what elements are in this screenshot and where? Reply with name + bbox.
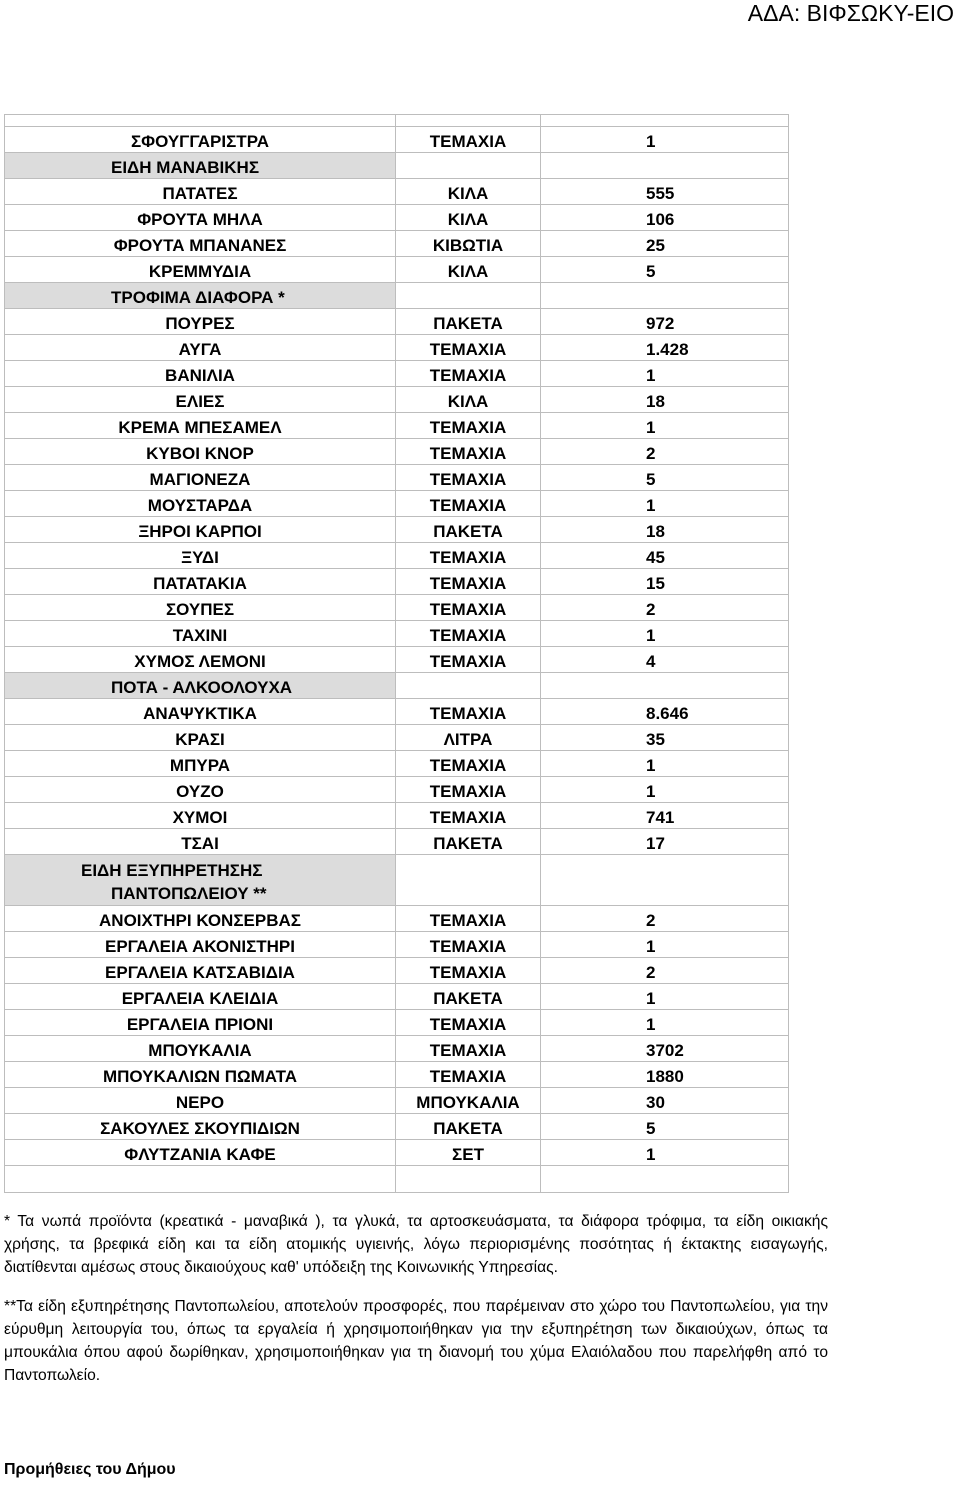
item-name: ΜΠΟΥΚΑΛΙΩΝ ΠΩΜΑΤΑ [5,1062,396,1088]
item-unit: ΤΕΜΑΧΙΑ [396,803,541,829]
table-row [5,491,789,517]
item-name: ΜΠΥΡΑ [5,751,396,777]
item-name: ΒΑΝΙΛΙΑ [5,361,396,387]
empty-cell [396,855,541,906]
table-row [5,465,789,491]
table-row [5,387,789,413]
item-unit: ΤΕΜΑΧΙΑ [396,621,541,647]
item-unit: ΤΕΜΑΧΙΑ [396,699,541,725]
notes-section [4,1210,828,1387]
item-quantity: 106 [541,205,789,231]
table-row [5,725,789,751]
item-quantity: 1 [541,413,789,439]
item-unit: ΛΙΤΡΑ [396,725,541,751]
item-name: ΠΑΤΑΤΕΣ [5,179,396,205]
table-row [5,595,789,621]
item-name: ΦΡΟΥΤΑ ΜΠΑΝΑΝΕΣ [5,231,396,257]
items-table-body [5,115,789,1193]
table-row [5,621,789,647]
item-unit: ΤΕΜΑΧΙΑ [396,361,541,387]
item-quantity: 1880 [541,1062,789,1088]
item-name: ΤΣΑΙ [5,829,396,855]
item-unit: ΤΕΜΑΧΙΑ [396,335,541,361]
item-unit: ΠΑΚΕΤΑ [396,517,541,543]
item-quantity: 5 [541,465,789,491]
item-name: ΧΥΜΟΣ ΛΕΜΟΝΙ [5,647,396,673]
item-quantity: 2 [541,595,789,621]
table-row [5,257,789,283]
category-row [5,855,789,906]
table-top-row [5,115,789,127]
table-row [5,335,789,361]
item-quantity: 2 [541,439,789,465]
items-table-wrap [4,114,789,1193]
empty-cell [396,283,541,309]
table-row [5,205,789,231]
item-unit: ΚΙΛΑ [396,179,541,205]
item-name: ΑΝΟΙΧΤΗΡΙ ΚΟΝΣΕΡΒΑΣ [5,906,396,932]
item-unit: ΤΕΜΑΧΙΑ [396,958,541,984]
table-row [5,699,789,725]
item-name: ΜΟΥΣΤΑΡΔΑ [5,491,396,517]
empty-cell [396,153,541,179]
item-unit: ΤΕΜΑΧΙΑ [396,569,541,595]
item-name: ΦΡΟΥΤΑ ΜΗΛΑ [5,205,396,231]
item-name: ΞΥΔΙ [5,543,396,569]
items-table [4,114,789,1193]
item-unit: ΤΕΜΑΧΙΑ [396,439,541,465]
item-quantity: 5 [541,1114,789,1140]
item-name: ΑΝΑΨΥΚΤΙΚΑ [5,699,396,725]
note-fresh-products: * Τα νωπά προϊόντα (κρεατικά - μαναβικά ), τα γλυκά, τα αρτοσκευάσματα, τα διάφορα τρόφιμα, τα είδη οικιακής χρήσης, τα βρεφικά είδη και τα είδη ατομικής υγιεινής, λόγω περιορισμένης ποσότητας ή έκτακτης εισαγωγής, διατίθενται αμέσως στους δικαιούχους καθ' υπόδειξη της Κοινωνικής Υπηρεσίας. [4,1213,828,1276]
item-unit: ΤΕΜΑΧΙΑ [396,751,541,777]
category-name: ΠΟΤΑ - ΑΛΚΟΟΛΟΥΧΑ [5,673,396,699]
item-unit: ΠΑΚΕΤΑ [396,1114,541,1140]
item-unit: ΤΕΜΑΧΙΑ [396,906,541,932]
item-quantity: 3702 [541,1036,789,1062]
empty-cell [5,1166,396,1193]
item-unit: ΠΑΚΕΤΑ [396,984,541,1010]
table-row [5,543,789,569]
table-row [5,803,789,829]
table-row [5,1140,789,1166]
item-unit: ΤΕΜΑΧΙΑ [396,777,541,803]
table-row [5,751,789,777]
item-name: ΕΡΓΑΛΕΙΑ ΚΑΤΣΑΒΙΔΙΑ [5,958,396,984]
table-row [5,231,789,257]
item-quantity: 5 [541,257,789,283]
table-row [5,829,789,855]
item-quantity: 1 [541,361,789,387]
item-quantity: 1.428 [541,335,789,361]
item-name: ΦΛΥΤΖΑΝΙΑ ΚΑΦΕ [5,1140,396,1166]
item-unit: ΤΕΜΑΧΙΑ [396,491,541,517]
item-quantity: 30 [541,1088,789,1114]
item-unit: ΤΕΜΑΧΙΑ [396,595,541,621]
empty-cell [541,673,789,699]
table-row [5,777,789,803]
table-row [5,127,789,153]
item-quantity: 17 [541,829,789,855]
item-quantity: 1 [541,1010,789,1036]
item-unit: ΤΕΜΑΧΙΑ [396,1036,541,1062]
item-quantity: 972 [541,309,789,335]
item-unit: ΜΠΟΥΚΑΛΙΑ [396,1088,541,1114]
ada-header: ΑΔΑ: ΒΙΦΣΩΚΥ-ΕΙΟ [747,0,954,26]
item-unit: ΠΑΚΕΤΑ [396,829,541,855]
item-quantity: 2 [541,906,789,932]
item-unit: ΚΙΛΑ [396,205,541,231]
item-name: ΚΡΑΣΙ [5,725,396,751]
category-name: ΕΙΔΗ ΜΑΝΑΒΙΚΗΣ [5,153,396,179]
item-unit: ΚΙΒΩΤΙΑ [396,231,541,257]
table-row [5,413,789,439]
item-name: ΕΛΙΕΣ [5,387,396,413]
category-name-line1: ΕΙΔΗ ΕΞΥΠΗΡΕΤΗΣΗΣ [81,861,263,880]
item-name: ΕΡΓΑΛΕΙΑ ΠΡΙΟΝΙ [5,1010,396,1036]
item-name: ΜΠΟΥΚΑΛΙΑ [5,1036,396,1062]
table-row [5,1036,789,1062]
item-quantity: 1 [541,1140,789,1166]
category-name: ΤΡΟΦΙΜΑ ΔΙΑΦΟΡΑ * [5,283,396,309]
category-row [5,283,789,309]
item-name: ΣΟΥΠΕΣ [5,595,396,621]
item-quantity: 1 [541,491,789,517]
table-row [5,1114,789,1140]
item-name: ΟΥΖΟ [5,777,396,803]
table-row [5,932,789,958]
note-service-items: **Τα είδη εξυπηρέτησης Παντοπωλείου, αποτελούν προσφορές, που παρέμειναν στο χώρο του Παντοπωλείου, για την εύρυθμη λειτουργία του, όπως τα εργαλεία ή χρησιμοποιήθηκαν για την εξυπηρέτηση των δικαιούχων, όπως τα μπουκάλια όπου αφού δωρίθηκαν, χρησιμοποιήθηκαν για τη διανομή του χύμα Ελαιόλαδου που παρελήφθη από το Παντοπωλείο. [4,1298,828,1384]
item-unit: ΤΕΜΑΧΙΑ [396,932,541,958]
table-row [5,569,789,595]
item-unit: ΣΕΤ [396,1140,541,1166]
table-row [5,309,789,335]
item-name: ΚΡΕΜΜΥΔΙΑ [5,257,396,283]
category-row [5,153,789,179]
item-quantity: 1 [541,127,789,153]
table-row [5,1062,789,1088]
item-quantity: 45 [541,543,789,569]
item-quantity: 8.646 [541,699,789,725]
item-name: ΚΥΒΟΙ ΚΝΟΡ [5,439,396,465]
item-quantity: 741 [541,803,789,829]
table-row [5,1010,789,1036]
footer-text: Προμήθειες του Δήμου [4,1461,176,1478]
item-quantity: 4 [541,647,789,673]
empty-cell [541,1166,789,1193]
item-quantity: 35 [541,725,789,751]
item-unit: ΚΙΛΑ [396,387,541,413]
table-row [5,1088,789,1114]
category-row [5,673,789,699]
category-name-line2: ΠΑΝΤΟΠΩΛΕΙΟΥ ** [111,884,267,903]
table-row [5,958,789,984]
empty-cell [396,673,541,699]
item-quantity: 18 [541,517,789,543]
item-quantity: 555 [541,179,789,205]
item-unit: ΤΕΜΑΧΙΑ [396,465,541,491]
item-quantity: 1 [541,777,789,803]
item-name: ΕΡΓΑΛΕΙΑ ΚΛΕΙΔΙΑ [5,984,396,1010]
item-name: ΞΗΡΟΙ ΚΑΡΠΟΙ [5,517,396,543]
item-unit: ΤΕΜΑΧΙΑ [396,647,541,673]
category-name [5,855,396,906]
item-name: ΠΑΤΑΤΑΚΙΑ [5,569,396,595]
item-unit: ΤΕΜΑΧΙΑ [396,413,541,439]
item-unit: ΚΙΛΑ [396,257,541,283]
item-quantity: 2 [541,958,789,984]
item-name: ΣΦΟΥΓΓΑΡΙΣΤΡΑ [5,127,396,153]
item-name: ΚΡΕΜΑ ΜΠΕΣΑΜΕΛ [5,413,396,439]
item-name: ΧΥΜΟΙ [5,803,396,829]
table-row [5,906,789,932]
item-unit: ΤΕΜΑΧΙΑ [396,1010,541,1036]
item-unit: ΤΕΜΑΧΙΑ [396,127,541,153]
table-row [5,179,789,205]
item-quantity: 15 [541,569,789,595]
item-name: ΜΑΓΙΟΝΕΖΑ [5,465,396,491]
blank-row [5,1166,789,1193]
item-name: ΣΑΚΟΥΛΕΣ ΣΚΟΥΠΙΔΙΩΝ [5,1114,396,1140]
item-quantity: 25 [541,231,789,257]
item-quantity: 1 [541,932,789,958]
item-unit: ΤΕΜΑΧΙΑ [396,543,541,569]
item-name: ΤΑΧΙΝΙ [5,621,396,647]
table-row [5,517,789,543]
item-name: ΑΥΓΑ [5,335,396,361]
item-quantity: 18 [541,387,789,413]
empty-cell [541,153,789,179]
item-unit: ΠΑΚΕΤΑ [396,309,541,335]
item-quantity: 1 [541,751,789,777]
empty-cell [541,283,789,309]
table-row [5,647,789,673]
item-name: ΠΟΥΡΕΣ [5,309,396,335]
item-name: ΕΡΓΑΛΕΙΑ ΑΚΟΝΙΣΤΗΡΙ [5,932,396,958]
table-row [5,361,789,387]
item-quantity: 1 [541,984,789,1010]
item-name: ΝΕΡΟ [5,1088,396,1114]
table-row [5,439,789,465]
item-unit: ΤΕΜΑΧΙΑ [396,1062,541,1088]
empty-cell [541,855,789,906]
empty-cell [396,1166,541,1193]
table-row [5,984,789,1010]
item-quantity: 1 [541,621,789,647]
